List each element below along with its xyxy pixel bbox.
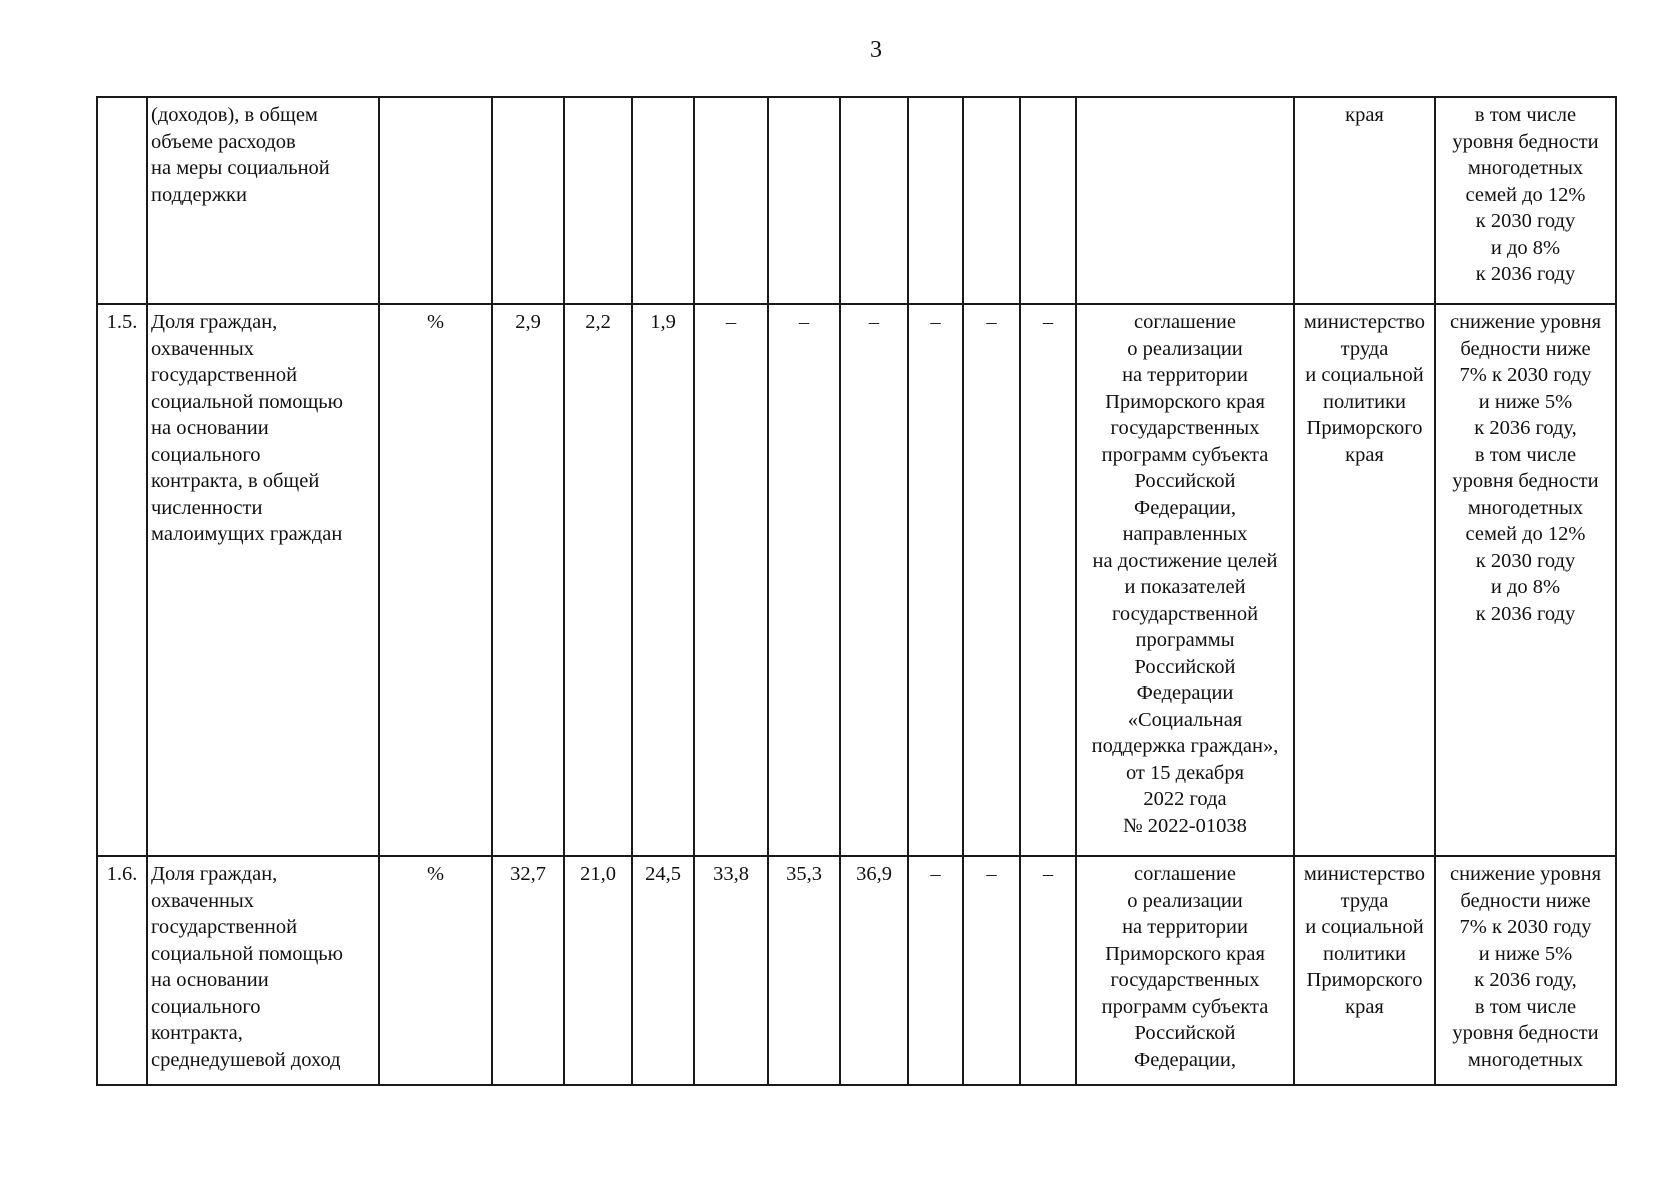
- responsible-cell: [1294, 856, 1435, 1085]
- table-row: [97, 97, 1616, 304]
- responsible-cell: [1294, 304, 1435, 856]
- value-cell: 2,9: [492, 304, 564, 856]
- document-text: соглашение о реализации на территории Приморского края государственных программ субъекта Российской Федерации, направленных на достижение целей и показателей государственной программы Российской Федерации «Социальная поддержка граждан», от 15 декабря 2022 года № 2022-01038: [1091, 311, 1279, 837]
- value-cell: –: [963, 856, 1020, 1085]
- value-cell: –: [694, 304, 768, 856]
- value-cell: [1020, 97, 1076, 304]
- value-cell: 21,0: [564, 856, 632, 1085]
- indicator-name-text: (доходов), в общем объеме расходов на меры социальной поддержки: [151, 104, 330, 206]
- page-number: 3: [870, 37, 882, 63]
- indicators-table: [96, 96, 1617, 1086]
- indicator-name: [147, 304, 379, 856]
- goal-text: в том числе уровня бедности многодетных семей до 12% к 2030 году и до 8% к 2036 году: [1452, 104, 1599, 285]
- value-cell: 36,9: [840, 856, 908, 1085]
- value-cell: –: [908, 304, 963, 856]
- goal-text: снижение уровня бедности ниже 7% к 2030 году и ниже 5% к 2036 году, в том числе уровня бедности многодетных семей до 12% к 2030 году и до 8% к 2036 году: [1449, 311, 1602, 625]
- value-cell: [694, 97, 768, 304]
- responsible-text: министерство труда и социальной политики Приморского края: [1303, 311, 1426, 466]
- value-cell: –: [963, 304, 1020, 856]
- value-cell: –: [840, 304, 908, 856]
- value-cell: [908, 97, 963, 304]
- value-cell: [840, 97, 908, 304]
- value-cell: [768, 97, 840, 304]
- value-cell: [632, 97, 694, 304]
- value-cell: 33,8: [694, 856, 768, 1085]
- row-number: 1.6.: [97, 856, 147, 1085]
- goal-cell: [1435, 97, 1616, 304]
- goal-cell: [1435, 304, 1616, 856]
- value-cell: 35,3: [768, 856, 840, 1085]
- row-number: 1.5.: [97, 304, 147, 856]
- value-cell: [963, 97, 1020, 304]
- document-cell: [1076, 304, 1294, 856]
- document-cell: [1076, 97, 1294, 304]
- value-cell: 24,5: [632, 856, 694, 1085]
- table-row: [97, 304, 1616, 856]
- document-cell: [1076, 856, 1294, 1085]
- responsible-cell: [1294, 97, 1435, 304]
- unit-cell: [379, 97, 492, 304]
- goal-text: снижение уровня бедности ниже 7% к 2030 году и ниже 5% к 2036 году, в том числе уровня бедности многодетных: [1449, 863, 1602, 1071]
- responsible-text: министерство труда и социальной политики Приморского края: [1303, 863, 1426, 1018]
- value-cell: –: [1020, 856, 1076, 1085]
- value-cell: [564, 97, 632, 304]
- value-cell: 2,2: [564, 304, 632, 856]
- value-cell: –: [1020, 304, 1076, 856]
- indicator-name-text: Доля граждан, охваченных государственной социальной помощью на основании социального контракта, в общей численности малоимущих граждан: [151, 311, 343, 545]
- unit-cell: %: [379, 304, 492, 856]
- indicator-name: [147, 856, 379, 1085]
- value-cell: –: [908, 856, 963, 1085]
- unit-cell: %: [379, 856, 492, 1085]
- indicator-name: [147, 97, 379, 304]
- goal-cell: [1435, 856, 1616, 1085]
- value-cell: 32,7: [492, 856, 564, 1085]
- value-cell: 1,9: [632, 304, 694, 856]
- value-cell: –: [768, 304, 840, 856]
- row-number: [97, 97, 147, 304]
- indicator-name-text: Доля граждан, охваченных государственной социальной помощью на основании социального контракта, среднедушевой доход: [151, 863, 343, 1071]
- value-cell: [492, 97, 564, 304]
- responsible-text: края: [1345, 104, 1384, 126]
- document-text: соглашение о реализации на территории Приморского края государственных программ субъекта Российской Федерации,: [1101, 863, 1269, 1071]
- table-row: [97, 856, 1616, 1085]
